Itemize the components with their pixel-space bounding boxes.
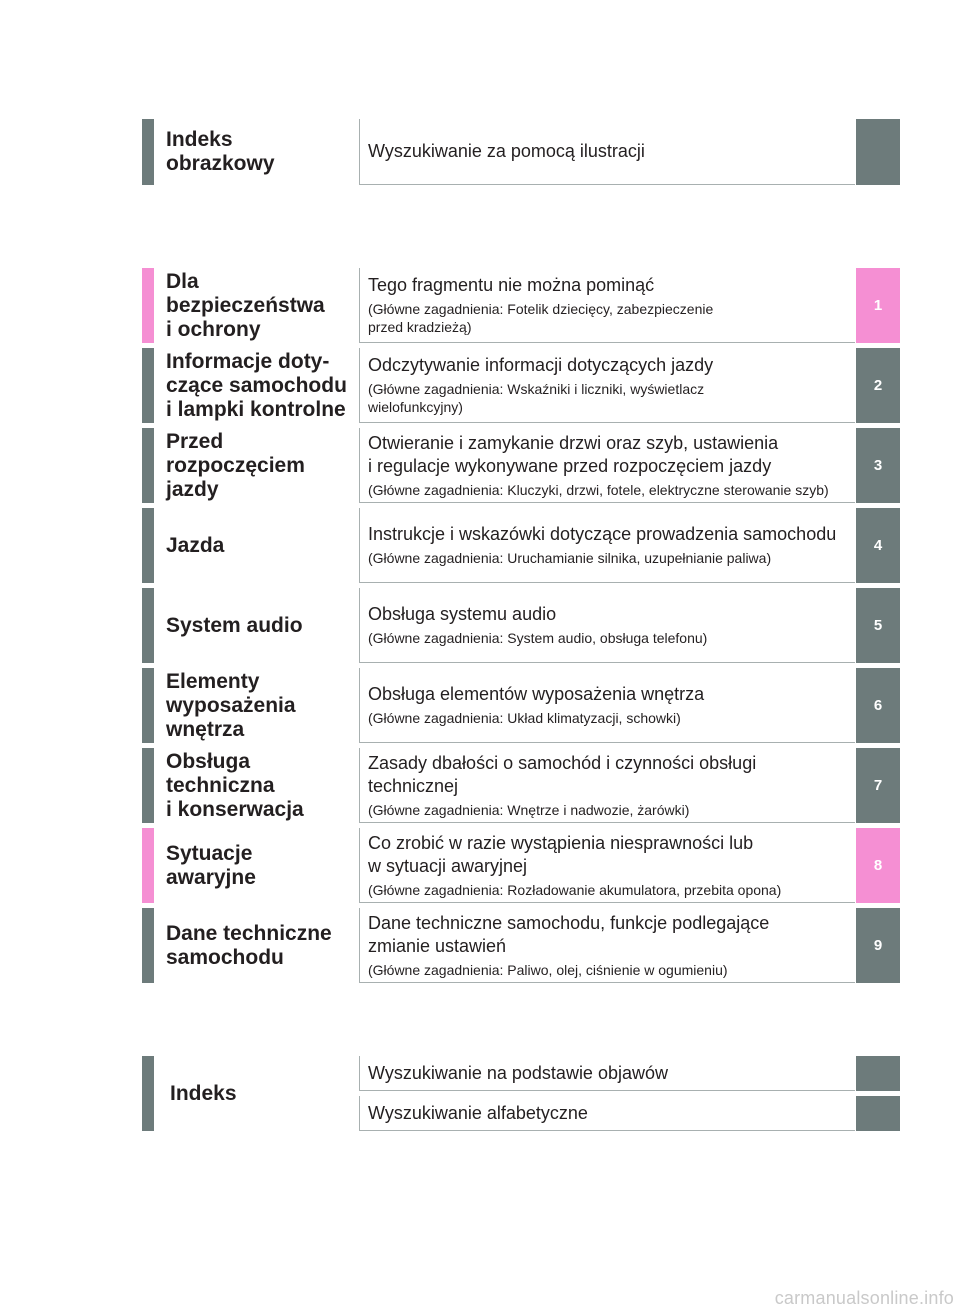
- chapter-bar: [142, 428, 154, 503]
- chapter-bar: [142, 668, 154, 743]
- index-by-symptom-tab[interactable]: [856, 1056, 900, 1091]
- index-by-symptom-label: Wyszukiwanie na podstawie objawów: [368, 1062, 668, 1083]
- chapter-heading: Sytuacje awaryjne: [166, 841, 256, 889]
- chapter-topics: (Główne zagadnienia: Fotelik dziecięcy, zabezpieczenie przed kradzieżą): [368, 301, 714, 335]
- chapter-bar: [142, 588, 154, 663]
- picture-index-content: [359, 119, 855, 185]
- chapter-content: [359, 428, 855, 503]
- chapter-title: Obsługa systemu audio: [368, 604, 557, 624]
- chapter-title: Otwieranie i zamykanie drzwi oraz szyb, ustawienia i regulacje wykonywane przed rozpoczęciem jazdy: [368, 432, 779, 476]
- chapter-content: [359, 748, 855, 823]
- chapter-content: [359, 348, 855, 423]
- picture-index-description: Wyszukiwanie za pomocą ilustracji: [368, 141, 645, 161]
- chapter-bar: [142, 908, 154, 983]
- chapter-tab-number[interactable]: 8: [856, 828, 900, 903]
- index-alphabetical-link[interactable]: [359, 1096, 855, 1131]
- chapter-topics: (Główne zagadnienia: Uruchamianie silnika, uzupełnianie paliwa): [368, 550, 772, 566]
- chapter-title: Dane techniczne samochodu, funkcje podlegające zmianie ustawień: [368, 912, 770, 956]
- chapter-heading: Obsługa techniczna i konserwacja: [166, 749, 304, 821]
- watermark: carmanualsonline.info: [774, 1288, 954, 1308]
- chapter-bar: [142, 348, 154, 423]
- chapter-heading: Dane techniczne samochodu: [166, 921, 332, 969]
- chapter-row-7[interactable]: [142, 748, 900, 823]
- section-bar: [142, 1056, 154, 1131]
- chapter-row-5[interactable]: [142, 588, 900, 663]
- chapter-tab-number[interactable]: 2: [856, 348, 900, 423]
- chapter-content: [359, 908, 855, 983]
- chapter-title: Zasady dbałości o samochód i czynności obsługi technicznej: [368, 752, 757, 796]
- chapter-title: Co zrobić w razie wystąpienia niesprawności lub w sytuacji awaryjnej: [368, 832, 754, 876]
- chapter-tab-number[interactable]: 1: [856, 268, 900, 343]
- chapter-tab-number[interactable]: 4: [856, 508, 900, 583]
- index-row: [142, 1056, 900, 1131]
- chapter-title: Instrukcje i wskazówki dotyczące prowadzenia samochodu: [368, 524, 837, 544]
- chapter-tab-number[interactable]: 5: [856, 588, 900, 663]
- chapter-bar: [142, 268, 154, 343]
- chapter-content: [359, 828, 855, 903]
- chapter-row-2[interactable]: [142, 348, 900, 423]
- chapter-title: Tego fragmentu nie można pominąć: [368, 275, 655, 295]
- picture-index-row[interactable]: [142, 119, 900, 185]
- chapter-bar: [142, 508, 154, 583]
- chapter-topics: (Główne zagadnienia: Wskaźniki i liczniki, wyświetlacz wielofunkcyjny): [368, 381, 705, 415]
- chapter-content: [359, 268, 855, 343]
- index-alphabetical-label: Wyszukiwanie alfabetyczne: [368, 1102, 588, 1123]
- chapter-topics: (Główne zagadnienia: Kluczyki, drzwi, fotele, elektryczne sterowanie szyb): [368, 481, 829, 498]
- index-by-symptom-link[interactable]: [359, 1056, 855, 1091]
- chapter-heading: Informacje doty- czące samochodu i lampki kontrolne: [166, 349, 347, 421]
- picture-index-tab[interactable]: [856, 119, 900, 185]
- picture-index-heading: Indeks obrazkowy: [166, 128, 275, 175]
- chapter-row-3[interactable]: [142, 428, 900, 503]
- chapter-heading: Elementy wyposażenia wnętrza: [166, 669, 296, 741]
- chapter-row-4[interactable]: [142, 508, 900, 583]
- chapter-topics: (Główne zagadnienia: Wnętrze i nadwozie, żarówki): [368, 801, 690, 818]
- chapter-content: [359, 668, 855, 743]
- chapter-row-8[interactable]: [142, 828, 900, 903]
- chapter-topics: (Główne zagadnienia: Rozładowanie akumulatora, przebita opona): [368, 881, 782, 898]
- chapter-tab-number[interactable]: 7: [856, 748, 900, 823]
- chapter-heading: Jazda: [166, 533, 225, 557]
- chapter-heading: System audio: [166, 613, 303, 637]
- section-bar: [142, 119, 154, 185]
- chapter-row-6[interactable]: [142, 668, 900, 743]
- chapter-title: Odczytywanie informacji dotyczących jazdy: [368, 355, 714, 375]
- chapter-topics: (Główne zagadnienia: System audio, obsługa telefonu): [368, 630, 708, 646]
- chapter-topics: (Główne zagadnienia: Układ klimatyzacji, schowki): [368, 710, 681, 726]
- chapter-tab-number[interactable]: 3: [856, 428, 900, 503]
- chapter-content: [359, 508, 855, 583]
- index-alphabetical-tab[interactable]: [856, 1096, 900, 1131]
- chapter-row-9[interactable]: [142, 908, 900, 983]
- chapter-tab-number[interactable]: 9: [856, 908, 900, 983]
- index-heading: Indeks: [170, 1081, 237, 1105]
- chapter-heading: Przed rozpoczęciem jazdy: [166, 429, 305, 501]
- chapter-bar: [142, 828, 154, 903]
- chapter-content: [359, 588, 855, 663]
- chapter-row-1[interactable]: [142, 268, 900, 343]
- chapter-bar: [142, 748, 154, 823]
- chapter-title: Obsługa elementów wyposażenia wnętrza: [368, 684, 705, 704]
- chapter-topics: (Główne zagadnienia: Paliwo, olej, ciśnienie w ogumieniu): [368, 961, 728, 978]
- chapter-heading: Dla bezpieczeństwa i ochrony: [166, 269, 325, 341]
- chapter-tab-number[interactable]: 6: [856, 668, 900, 743]
